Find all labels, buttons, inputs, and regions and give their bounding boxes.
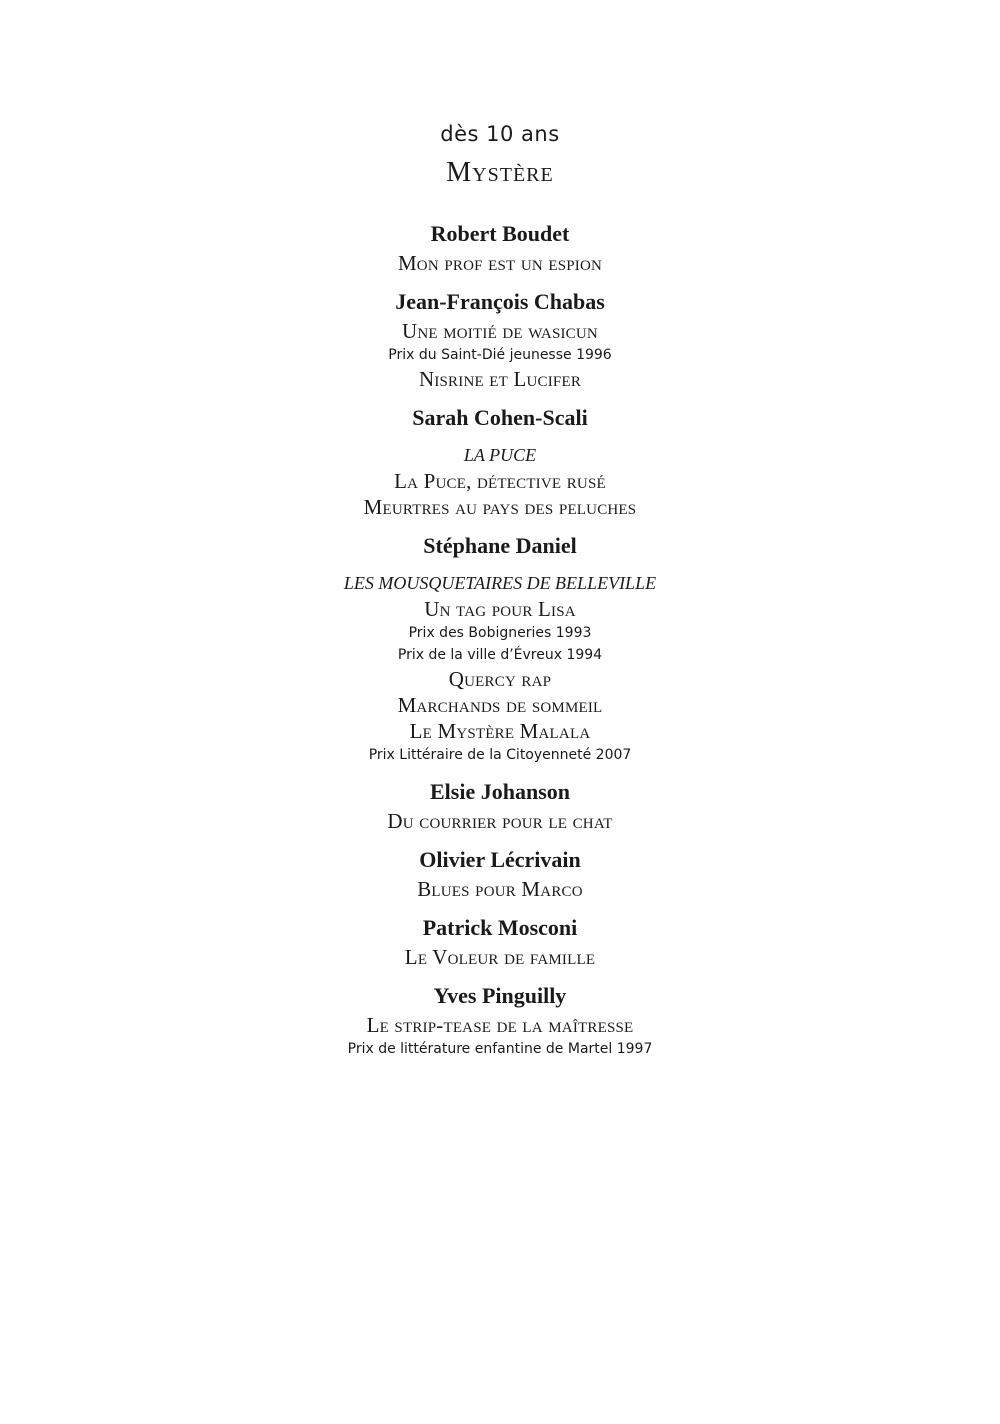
prize-note: Prix de la ville d’Évreux 1994: [397, 647, 603, 663]
author-entry: [0, 402, 1000, 520]
author-name: Stéphane Daniel: [423, 533, 577, 558]
book-title: Du courrier pour le chat: [387, 809, 613, 833]
author-entry: [0, 286, 1000, 392]
book-title: Quercy rap: [448, 667, 552, 691]
book-title: Blues pour Marco: [417, 877, 583, 901]
author-list: [0, 218, 1000, 1070]
book-title: Mon prof est un espion: [397, 251, 603, 275]
prize-note: Prix de littérature enfantine de Martel 1997: [347, 1041, 653, 1057]
series-name: LA PUCE: [463, 445, 537, 465]
author-entry: [0, 844, 1000, 902]
author-entry: [0, 530, 1000, 766]
prize-note: Prix du Saint-Dié jeunesse 1996: [388, 347, 612, 363]
author-name: Patrick Mosconi: [422, 915, 578, 940]
author-entry: [0, 980, 1000, 1060]
series-name: LES MOUSQUETAIRES DE BELLEVILLE: [343, 573, 657, 593]
book-title: Nisrine et Lucifer: [418, 367, 582, 391]
book-title: Meurtres au pays des peluches: [363, 495, 637, 519]
author-entry: [0, 912, 1000, 970]
book-title: Marchands de sommeil: [397, 693, 603, 717]
author-name: Olivier Lécrivain: [419, 847, 581, 872]
book-title: La Puce, détective rusé: [394, 469, 606, 493]
author-entry: [0, 218, 1000, 276]
book-title: Le Voleur de famille: [404, 945, 596, 969]
book-title: Le Mystère Malala: [409, 719, 591, 743]
book-title: Le strip-tease de la maîtresse: [366, 1013, 634, 1037]
book-title: Une moitié de wasicun: [402, 319, 598, 343]
author-name: Elsie Johanson: [430, 779, 570, 804]
author-name: Sarah Cohen-Scali: [412, 405, 588, 430]
genre-heading: Mystère: [446, 157, 554, 188]
author-name: Jean-François Chabas: [395, 289, 605, 314]
author-name: Yves Pinguilly: [433, 983, 567, 1008]
prize-note: Prix des Bobigneries 1993: [408, 625, 592, 641]
age-range-heading: dès 10 ans: [440, 122, 560, 146]
book-title: Un tag pour Lisa: [424, 597, 576, 621]
prize-note: Prix Littéraire de la Citoyenneté 2007: [368, 747, 632, 763]
author-name: Robert Boudet: [430, 221, 570, 246]
author-entry: [0, 776, 1000, 834]
